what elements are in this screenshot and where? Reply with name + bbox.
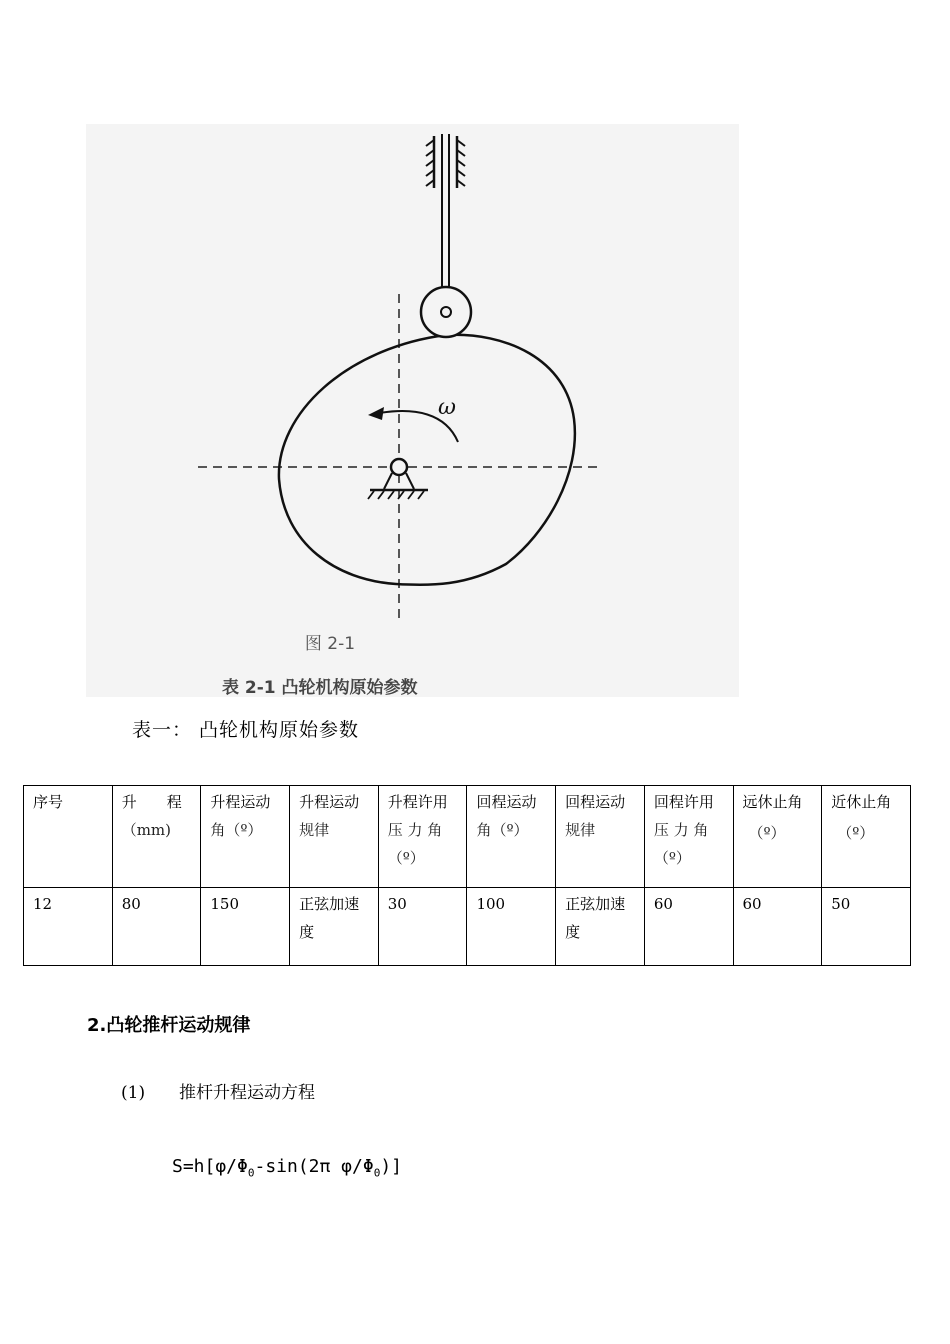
header-cell: 升程运动 角（º） (201, 786, 290, 888)
header-cell: 升 程 （mm) (112, 786, 201, 888)
step-item (121, 1078, 315, 1103)
cam-profile (279, 335, 575, 585)
table-cell: 60 (644, 888, 733, 966)
cam-diagram (86, 124, 739, 697)
step-text: 推杆升程运动方程 (179, 1083, 315, 1103)
header-cell: 回程运动 角（º） (467, 786, 556, 888)
table-cell: 60 (733, 888, 822, 966)
table-cell: 150 (201, 888, 290, 966)
header-cell: 升程许用 压 力 角 （º） (378, 786, 467, 888)
header-cell: 远休止角 （º） (733, 786, 822, 888)
roller-pin (441, 307, 451, 317)
header-cell: 近休止角 （º） (822, 786, 911, 888)
figure-caption: 图 2-1 (304, 634, 356, 654)
header-cell: 升程运动 规律 (290, 786, 379, 888)
header-cell: 序号 (24, 786, 113, 888)
table-cell: 正弦加速度 (290, 888, 379, 966)
header-cell: 回程许用 压 力 角 （º） (644, 786, 733, 888)
figure-table-caption: 表 2-1 凸轮机构原始参数 (222, 678, 418, 698)
table-cell: 30 (378, 888, 467, 966)
table-cell: 50 (822, 888, 911, 966)
cam-mechanism-figure (86, 124, 739, 697)
motion-equation: $S=h[\varphi/\Phi_0-\sin(2\pi$ $\varphi/\Phi_0$)] (172, 1156, 403, 1180)
pivot (391, 459, 407, 475)
header-cell: 回程运动 规律 (556, 786, 645, 888)
section-heading: 2.凸轮推杆运动规律 (87, 1015, 251, 1036)
omega-label: ω (438, 395, 456, 420)
table-cell: 12 (24, 888, 113, 966)
cam-parameters-table (23, 785, 911, 966)
table-title: 表一： 凸轮机构原始参数 (132, 719, 360, 741)
table-cell: 100 (467, 888, 556, 966)
table-header-row (24, 786, 911, 888)
table-row (24, 888, 911, 966)
step-number: (1) (121, 1083, 146, 1103)
table-cell: 80 (112, 888, 201, 966)
table-cell: 正弦加速度 (556, 888, 645, 966)
